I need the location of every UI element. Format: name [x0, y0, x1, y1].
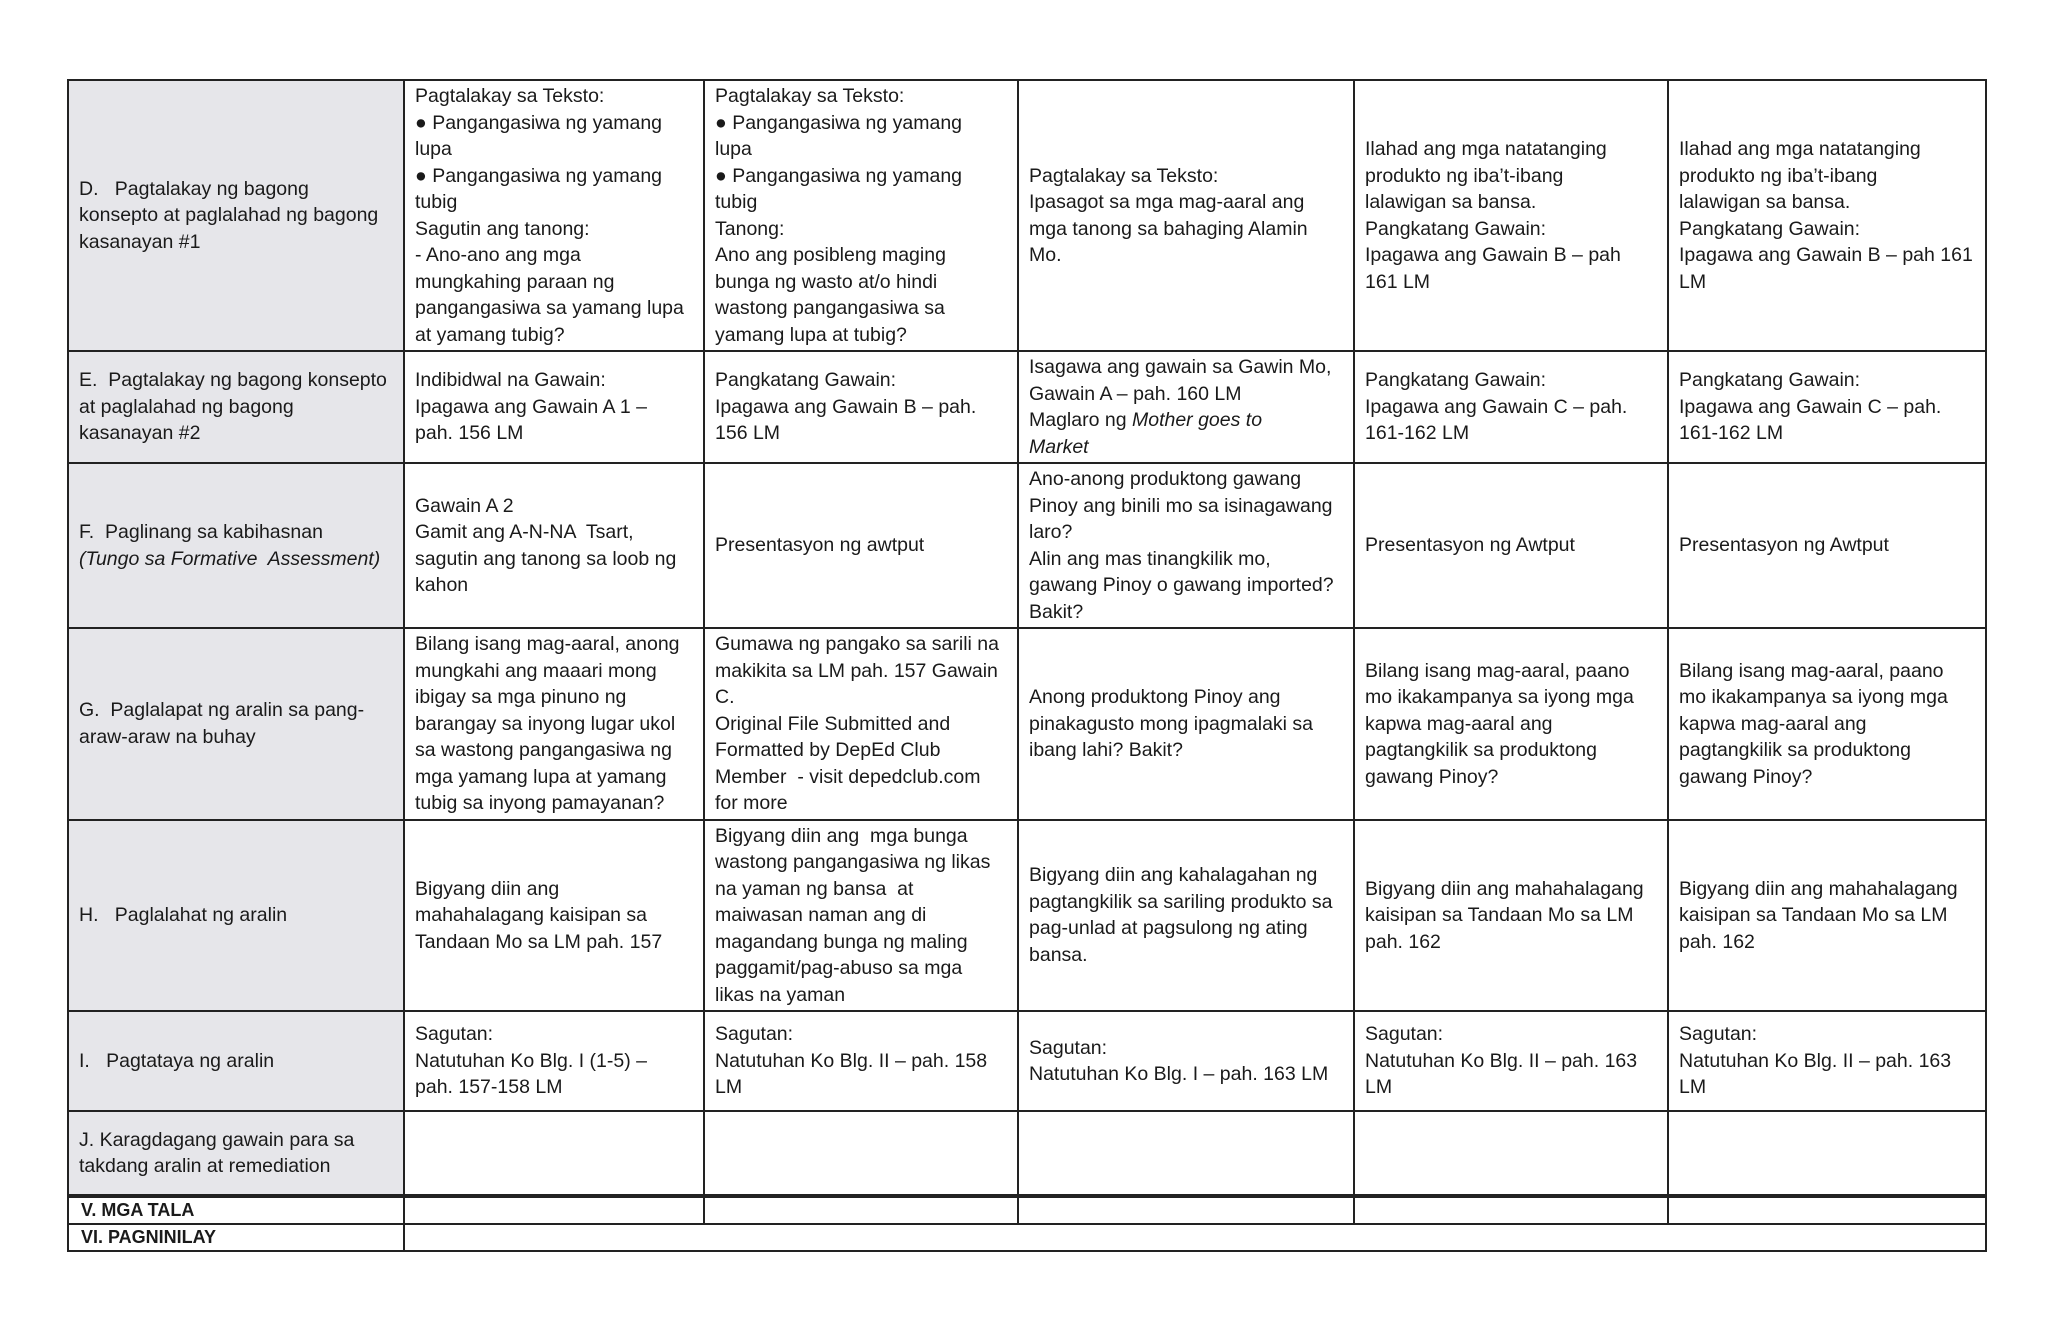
cell-line: Sagutan:	[1365, 1023, 1444, 1046]
cell-line: 156 LM	[715, 422, 781, 445]
cell-line: Presentasyon ng awtput	[715, 534, 925, 557]
mga-tala-label: V. MGA TALA	[68, 1197, 404, 1225]
cell-line: for more	[715, 792, 788, 814]
cell-line: kahon	[415, 574, 469, 596]
cell-line: C.	[715, 686, 735, 708]
row-label-line: E. Pagtalakay ng bagong konsepto	[79, 369, 387, 392]
day-cell	[704, 463, 1018, 628]
day-cell	[404, 351, 704, 463]
cell-line: pinakagusto mong ipagmalaki sa	[1029, 712, 1314, 735]
cell-line: gawang Pinoy?	[1365, 765, 1499, 788]
cell-line: Gamit ang A-N-NA Tsart,	[415, 521, 634, 543]
cell-line: produkto ng iba’t-ibang	[1679, 164, 1878, 187]
cell-line: na yaman ng bansa at	[715, 877, 914, 900]
cell-line: Bilang isang mag-aaral, anong	[415, 633, 680, 655]
cell-line: LM	[715, 1076, 743, 1099]
cell-line: - Ano-ano ang mga	[415, 244, 581, 266]
day-cell	[404, 820, 704, 1012]
cell-line: Gawain A – pah. 160 LM	[1029, 382, 1242, 405]
cell-line: Ilahad ang mga natatanging	[1365, 138, 1607, 160]
row-label-line: kasanayan #2	[79, 422, 201, 445]
cell-line: lalawigan sa bansa.	[1365, 191, 1537, 213]
table-row	[68, 820, 1986, 1012]
cell-line: pah. 162	[1679, 930, 1755, 953]
cell-line: Sagutan:	[415, 1023, 494, 1046]
cell-line: mungkahing paraan ng	[415, 270, 615, 293]
cell-line: Alin ang mas tinangkilik mo,	[1029, 547, 1271, 570]
cell-line: at yamang tubig?	[415, 323, 565, 346]
cell-line: Member - visit depedclub.com	[715, 765, 981, 788]
mga-tala-cell[interactable]	[1668, 1197, 1986, 1225]
day-cell	[1354, 351, 1668, 463]
day-cell	[1668, 80, 1986, 351]
cell-line: Ipasagot sa mga mag-aaral ang	[1029, 191, 1305, 213]
row-label-line: G. Paglalapat ng aralin sa pang-	[79, 699, 365, 722]
cell-line: mga tanong sa bahaging Alamin	[1029, 217, 1308, 240]
day-cell	[1018, 1111, 1354, 1195]
cell-line: Presentasyon ng Awtput	[1679, 534, 1889, 557]
cell-line: Tandaan Mo sa LM pah. 157	[415, 930, 663, 953]
footer-row-pagninilay	[68, 1224, 1986, 1251]
day-cell	[1354, 80, 1668, 351]
day-cell	[704, 80, 1018, 351]
cell-line: Mo.	[1029, 244, 1062, 266]
day-cell	[1668, 1011, 1986, 1111]
cell-line: pagtangkilik sa produktong	[1365, 739, 1597, 761]
mga-tala-cell[interactable]	[704, 1197, 1018, 1225]
cell-line: Pangkatang Gawain:	[1679, 369, 1861, 392]
cell-line: Ano-anong produktong gawang	[1029, 468, 1302, 490]
cell-line: ● Pangangasiwa ng yamang	[415, 164, 663, 187]
cell-line: Original File Submitted and	[715, 712, 951, 735]
cell-line: Sagutan:	[1679, 1023, 1758, 1046]
row-label	[68, 1111, 404, 1195]
day-cell	[704, 820, 1018, 1012]
cell-line: Pagtalakay sa Teksto:	[715, 85, 905, 107]
cell-line: Ipagawa ang Gawain C – pah.	[1679, 395, 1942, 418]
day-cell	[704, 628, 1018, 820]
row-label-line: kasanayan #1	[79, 230, 201, 253]
cell-line: Natutuhan Ko Blg. I (1-5) –	[415, 1049, 647, 1072]
day-cell	[1668, 351, 1986, 463]
cell-line: maiwasan naman ang di	[715, 904, 927, 926]
cell-line: Gawain A 2	[415, 494, 514, 517]
day-cell	[1668, 463, 1986, 628]
cell-line: Sagutin ang tanong:	[415, 217, 590, 240]
cell-line: gawang Pinoy?	[1679, 765, 1813, 788]
cell-line: Pangkatang Gawain:	[1365, 217, 1547, 240]
table-row	[68, 80, 1986, 351]
cell-line: Gumawa ng pangako sa sarili na	[715, 633, 999, 655]
cell-line: tubig	[415, 191, 458, 213]
cell-line: Bigyang diin ang mahahalagang	[1365, 877, 1644, 900]
cell-line: Ano ang posibleng maging	[715, 244, 946, 266]
footer-table	[67, 1195, 1987, 1252]
day-cell	[1018, 80, 1354, 351]
cell-line: Natutuhan Ko Blg. I – pah. 163 LM	[1029, 1063, 1329, 1085]
cell-line: Presentasyon ng Awtput	[1365, 534, 1575, 557]
cell-line: Sagutan:	[715, 1023, 794, 1046]
cell-line: lupa	[715, 138, 752, 160]
cell-line: Natutuhan Ko Blg. II – pah. 158	[715, 1049, 988, 1072]
cell-line: ● Pangangasiwa ng yamang	[715, 164, 963, 187]
cell-line: makikita sa LM pah. 157 Gawain	[715, 659, 998, 682]
cell-line: Ilahad ang mga natatanging	[1679, 138, 1921, 160]
cell-line: Pangkatang Gawain:	[715, 369, 897, 392]
cell-line: Bilang isang mag-aaral, paano	[1679, 659, 1944, 682]
cell-line: Ipagawa ang Gawain B – pah	[1365, 244, 1621, 266]
cell-line: Bigyang diin ang mga bunga	[715, 824, 968, 847]
cell-line: Isagawa ang gawain sa Gawin Mo,	[1029, 356, 1332, 378]
cell-line: 161 LM	[1365, 270, 1431, 293]
row-label	[68, 351, 404, 463]
cell-line: Pagtalakay sa Teksto:	[1029, 164, 1219, 187]
row-label-line: J. Karagdagang gawain para sa	[79, 1128, 355, 1151]
cell-line: mahahalagang kaisipan sa	[415, 904, 648, 926]
lesson-plan-table	[67, 79, 1987, 1196]
cell-line: Sagutan:	[1029, 1036, 1108, 1059]
cell-line: 161-162 LM	[1679, 422, 1784, 445]
cell-line: pangangasiwa sa yamang lupa	[415, 297, 684, 319]
cell-line: mga yamang lupa at yamang	[415, 765, 667, 788]
cell-line: pah. 156 LM	[415, 422, 524, 445]
cell-line: LM	[1365, 1076, 1393, 1099]
day-cell	[1018, 463, 1354, 628]
cell-line: ibang lahi? Bakit?	[1029, 739, 1183, 761]
cell-line: pagtangkilik sa produktong	[1679, 739, 1911, 761]
day-cell	[1018, 1011, 1354, 1111]
cell-line: Anong produktong Pinoy ang	[1029, 686, 1281, 708]
cell-line: magandang bunga ng maling	[715, 930, 968, 953]
cell-line: ● Pangangasiwa ng yamang	[715, 111, 963, 134]
row-label-line: D. Pagtalakay ng bagong	[79, 177, 309, 200]
row-label	[68, 1011, 404, 1111]
cell-line: lalawigan sa bansa.	[1679, 191, 1851, 213]
cell-line: sa wastong pangangasiwa ng	[415, 739, 672, 761]
cell-line: Tanong:	[715, 217, 785, 240]
cell-line: wastong pangangasiwa sa	[715, 297, 945, 319]
cell-line: Ipagawa ang Gawain B – pah 161	[1679, 244, 1973, 266]
cell-line: sagutin ang tanong sa loob ng	[415, 547, 677, 570]
cell-line: Bigyang diin ang mahahalagang	[1679, 877, 1958, 900]
cell-line: produkto ng iba’t-ibang	[1365, 164, 1564, 187]
row-label-line: araw-araw na buhay	[79, 725, 256, 748]
footer-row-mga-tala	[68, 1197, 1986, 1225]
cell-line: barangay sa inyong lugar ukol	[415, 712, 676, 735]
cell-line: Pangkatang Gawain:	[1365, 369, 1547, 392]
cell-line: paggamit/pag-abuso sa mga	[715, 957, 963, 979]
day-cell	[704, 1111, 1018, 1195]
cell-line: Maglaro ng Mother goes to	[1029, 409, 1263, 431]
cell-line: lupa	[415, 138, 452, 160]
cell-line: yamang lupa at tubig?	[715, 323, 907, 346]
cell-line: Ipagawa ang Gawain C – pah.	[1365, 395, 1628, 418]
day-cell	[1018, 628, 1354, 820]
cell-line: LM	[1679, 1076, 1707, 1099]
cell-line: mo ikakampanya sa iyong mga	[1679, 686, 1948, 708]
cell-line: Indibidwal na Gawain:	[415, 369, 606, 392]
cell-line: laro?	[1029, 521, 1073, 543]
day-cell	[1354, 628, 1668, 820]
day-cell	[1354, 1111, 1668, 1195]
cell-line: Pangkatang Gawain:	[1679, 217, 1861, 240]
cell-line: ibigay sa mga pinuno ng	[415, 686, 627, 708]
day-cell	[704, 351, 1018, 463]
row-label-line: konsepto at paglalahad ng bagong	[79, 204, 379, 227]
pagninilay-label: VI. PAGNINILAY	[68, 1224, 404, 1251]
day-cell	[1668, 820, 1986, 1012]
cell-line: pah. 157-158 LM	[415, 1076, 563, 1099]
cell-line: kaisipan sa Tandaan Mo sa LM	[1679, 904, 1948, 926]
day-cell	[704, 1011, 1018, 1111]
cell-line: Ipagawa ang Gawain A 1 –	[415, 395, 648, 418]
row-label	[68, 463, 404, 628]
cell-line: tubig sa inyong pamayanan?	[415, 792, 665, 814]
cell-line: LM	[1679, 270, 1707, 293]
cell-line: mungkahi ang maaari mong	[415, 659, 657, 682]
day-cell	[404, 1011, 704, 1111]
day-cell	[1668, 1111, 1986, 1195]
table-row	[68, 351, 1986, 463]
row-label	[68, 628, 404, 820]
cell-line: Natutuhan Ko Blg. II – pah. 163	[1365, 1049, 1638, 1072]
cell-line: Natutuhan Ko Blg. II – pah. 163	[1679, 1049, 1952, 1072]
day-cell	[404, 1111, 704, 1195]
cell-line: kaisipan sa Tandaan Mo sa LM	[1365, 904, 1634, 926]
row-label-line: at paglalahad ng bagong	[79, 395, 294, 418]
cell-line: Pinoy ang binili mo sa isinagawang	[1029, 494, 1333, 517]
lesson-plan-sheet	[67, 79, 1985, 1252]
mga-tala-cell[interactable]	[404, 1197, 704, 1225]
table-row	[68, 628, 1986, 820]
cell-line: Bilang isang mag-aaral, paano	[1365, 659, 1630, 682]
cell-line: Formatted by DepEd Club	[715, 739, 941, 761]
cell-line: Ipagawa ang Gawain B – pah.	[715, 395, 977, 418]
row-label-line: takdang aralin at remediation	[79, 1155, 331, 1177]
cell-line: bansa.	[1029, 943, 1088, 966]
table-row	[68, 1011, 1986, 1111]
day-cell	[1354, 1011, 1668, 1111]
table-row	[68, 463, 1986, 628]
day-cell	[1018, 351, 1354, 463]
row-label	[68, 80, 404, 351]
day-cell	[1018, 820, 1354, 1012]
cell-line: Bakit?	[1029, 600, 1084, 623]
table-row	[68, 1111, 1986, 1195]
italic-text: Mother goes to	[1131, 409, 1263, 431]
cell-line: kapwa mag-aaral ang	[1365, 712, 1553, 735]
cell-line: mo ikakampanya sa iyong mga	[1365, 686, 1634, 708]
pagninilay-cell[interactable]	[404, 1224, 1986, 1251]
mga-tala-cell[interactable]	[1354, 1197, 1668, 1225]
cell-line: Pagtalakay sa Teksto:	[415, 85, 605, 107]
day-cell	[404, 628, 704, 820]
mga-tala-cell[interactable]	[1018, 1197, 1354, 1225]
cell-line: gawang Pinoy o gawang imported?	[1029, 574, 1334, 596]
cell-line: kapwa mag-aaral ang	[1679, 712, 1867, 735]
cell-line: Bigyang diin ang kahalagahan ng	[1029, 864, 1318, 887]
row-label-line: (Tungo sa Formative Assessment)	[79, 547, 381, 570]
day-cell	[404, 80, 704, 351]
cell-line: wastong pangangasiwa ng likas	[715, 851, 991, 873]
row-label-line: I. Pagtataya ng aralin	[79, 1049, 275, 1072]
day-cell	[404, 463, 704, 628]
row-label-line: H. Paglalahat ng aralin	[79, 904, 288, 926]
day-cell	[1354, 820, 1668, 1012]
day-cell	[1354, 463, 1668, 628]
cell-line: pah. 162	[1365, 930, 1441, 953]
row-label	[68, 820, 404, 1012]
cell-line: likas na yaman	[715, 983, 846, 1006]
cell-line: Market	[1029, 435, 1089, 458]
cell-line: Bigyang diin ang	[415, 877, 560, 900]
cell-line: 161-162 LM	[1365, 422, 1470, 445]
cell-line: bunga ng wasto at/o hindi	[715, 270, 938, 293]
row-label-line: F. Paglinang sa kabihasnan	[79, 521, 323, 543]
cell-line: ● Pangangasiwa ng yamang	[415, 111, 663, 134]
cell-line: pagtangkilik sa sariling produkto sa	[1029, 890, 1333, 913]
cell-line: pag-unlad at pagsulong ng ating	[1029, 917, 1308, 940]
cell-line: tubig	[715, 191, 758, 213]
day-cell	[1668, 628, 1986, 820]
